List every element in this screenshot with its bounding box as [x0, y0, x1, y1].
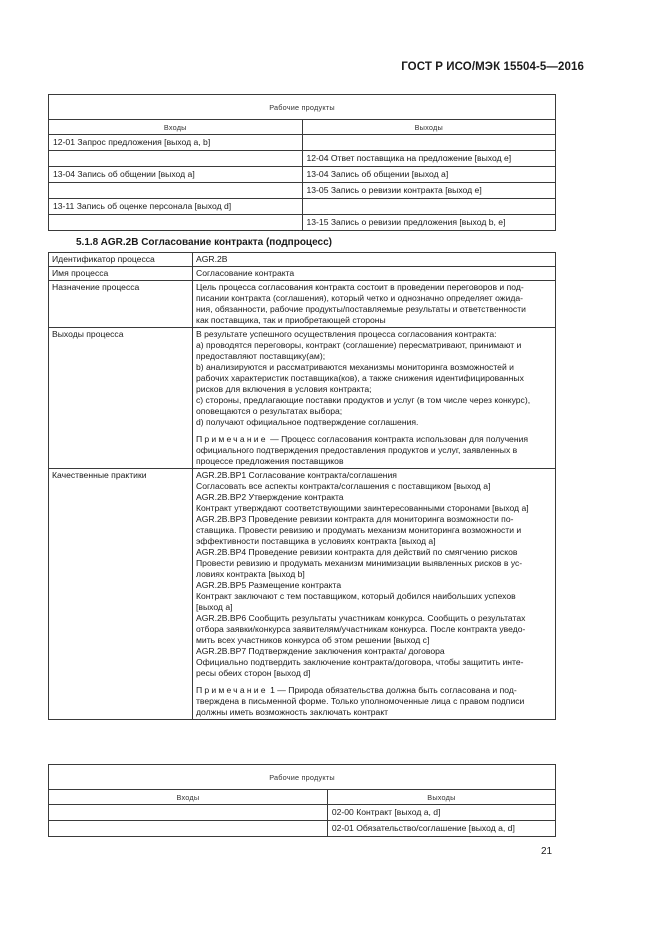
output-cell: 12-04 Ответ поставщика на предложение [выход e] — [302, 151, 556, 167]
text-line: должны иметь возможность заключать контракт — [196, 707, 389, 717]
text-line: AGR.2B.BP5 Размещение контракта — [196, 580, 342, 590]
text-line: 1 — Природа обязательства должна быть согласована и под- — [267, 685, 517, 695]
table-row — [49, 328, 556, 469]
output-cell: 13-15 Запись о ревизии предложения [выход b, e] — [302, 215, 556, 231]
text-line: AGR.2B.BP3 Проведение ревизии контракта для мониторинга возможности по- — [196, 514, 514, 524]
table-row — [49, 253, 556, 267]
table-row — [49, 183, 556, 199]
outputs-column-header: Выходы — [302, 120, 556, 135]
text-line: AGR.2B.BP2 Утверждение контракта — [196, 492, 344, 502]
outputs-column-header: Выходы — [327, 790, 555, 805]
text-line: ставщика. Провести ревизию и продумать механизм мониторинга возможности и — [196, 525, 522, 535]
text-line: [выход a] — [196, 602, 233, 612]
input-cell — [49, 151, 303, 167]
text-line: Цель процесса согласования контракта состоит в проведении переговоров и под- — [196, 282, 524, 292]
output-cell — [302, 199, 556, 215]
text-line: Провести ревизию и продумать механизм минимизации выявленных рисков в ус- — [196, 558, 523, 568]
process-purpose-label: Назначение процесса — [49, 281, 193, 328]
table-row — [49, 469, 556, 720]
text-line: a) проводятся переговоры, контракт (соглашение) пересматривают, принимают и — [196, 340, 522, 350]
work-products-table-top — [48, 94, 556, 231]
inputs-column-header: Входы — [49, 790, 328, 805]
text-line: мить всех участников конкурса об этом решении [выход c] — [196, 635, 430, 645]
text-line: В результате успешного осуществления процесса согласования контракта: — [196, 329, 497, 339]
document-header: ГОСТ Р ИСО/МЭК 15504-5—2016 — [401, 61, 584, 73]
text-line: AGR.2B.BP4 Проведение ревизии контракта для действий по смягчению рисков — [196, 547, 518, 557]
process-outcomes-label: Выходы процесса — [49, 328, 193, 469]
table-row — [49, 199, 556, 215]
input-cell — [49, 821, 328, 837]
text-line: ния, обязанности, рабочие продукты/поставляемые результаты и ответственности — [196, 304, 526, 314]
text-line: Официально подтвердить заключение контракта/договора, чтобы защитить инте- — [196, 657, 524, 667]
text-line: b) анализируются и рассматриваются механизмы мониторинга возможностей и — [196, 362, 514, 372]
table-row — [49, 151, 556, 167]
process-id-value: AGR.2B — [193, 253, 556, 267]
process-practices-label: Качественные практики — [49, 469, 193, 720]
output-cell: 13-04 Запись об общении [выход a] — [302, 167, 556, 183]
text-line: ловиях контракта [выход b] — [196, 569, 305, 579]
work-products-table-bottom — [48, 764, 556, 837]
text-line: ресы обеих сторон [выход d] — [196, 668, 311, 678]
text-line: рабочих характеристик поставщика(ков), а также снижения идентифицированных — [196, 373, 524, 383]
text-line: рисков для включения в условия контракта; — [196, 384, 372, 394]
process-outcomes-value — [193, 328, 556, 469]
text-line: AGR.2B.BP1 Согласование контракта/соглашения — [196, 470, 397, 480]
output-cell — [302, 135, 556, 151]
process-name-value: Согласование контракта — [193, 267, 556, 281]
text-line: предоставляют поставщику(ам); — [196, 351, 326, 361]
input-cell: 13-04 Запись об общении [выход a] — [49, 167, 303, 183]
table-row — [49, 167, 556, 183]
table-row — [49, 215, 556, 231]
table-row — [49, 805, 556, 821]
output-cell: 02-00 Контракт [выход a, d] — [327, 805, 555, 821]
table-row — [49, 267, 556, 281]
inputs-column-header: Входы — [49, 120, 303, 135]
text-line: d) получают официальное подтверждение соглашения. — [196, 417, 419, 427]
work-products-title: Рабочие продукты — [49, 765, 556, 790]
note-keyword: Примечание — [196, 685, 268, 695]
outcomes-note — [196, 434, 552, 467]
output-cell: 13-05 Запись о ревизии контракта [выход e] — [302, 183, 556, 199]
table-row — [49, 135, 556, 151]
text-line: эффективности поставщика в условиях контракта [выход a] — [196, 536, 436, 546]
text-line: отбора заявки/конкурса заявителям/участникам конкурса. После контракта уведо- — [196, 624, 526, 634]
text-line: оповещаются о результатах выбора; — [196, 406, 343, 416]
text-line: официального подтверждения предоставления продуктов и услуг, заявленных в — [196, 445, 518, 455]
process-purpose-value — [193, 281, 556, 328]
page-number: 21 — [541, 846, 553, 857]
input-cell: 12-01 Запрос предложения [выход a, b] — [49, 135, 303, 151]
process-description-table — [48, 252, 556, 720]
note-keyword: Примечание — [196, 434, 268, 444]
text-line: писании контракта (соглашения), который четко и однозначно определяет ожида- — [196, 293, 524, 303]
text-line: — Процесс согласования контракта использован для получения — [267, 434, 529, 444]
input-cell — [49, 805, 328, 821]
practices-note — [196, 685, 552, 718]
output-cell: 02-01 Обязательство/соглашение [выход a, d] — [327, 821, 555, 837]
section-title: 5.1.8 AGR.2B Согласование контракта (подпроцесс) — [76, 237, 332, 248]
input-cell — [49, 183, 303, 199]
work-products-title: Рабочие продукты — [49, 95, 556, 120]
text-line: как поставщика, так и приобретающей стороны — [196, 315, 386, 325]
process-id-label: Идентификатор процесса — [49, 253, 193, 267]
process-name-label: Имя процесса — [49, 267, 193, 281]
input-cell — [49, 215, 303, 231]
text-line: AGR.2B.BP6 Сообщить результаты участникам конкурса. Сообщить о результатах — [196, 613, 526, 623]
table-row — [49, 821, 556, 837]
process-practices-value — [193, 469, 556, 720]
text-line: Контракт утверждают соответствующими заинтересованными сторонами [выход a] — [196, 503, 529, 513]
input-cell: 13-11 Запись об оценке персонала [выход d] — [49, 199, 303, 215]
text-line: Контракт заключают с тем поставщиком, который добился наибольших успехов — [196, 591, 516, 601]
text-line: процессе предложения поставщиков — [196, 456, 344, 466]
text-line: Согласовать все аспекты контракта/соглашения с поставщиком [выход a] — [196, 481, 491, 491]
text-line: AGR.2B.BP7 Подтверждение заключения контракта/ договора — [196, 646, 445, 656]
text-line: c) стороны, предлагающие поставки продуктов и услуг (в том числе через конкурс), — [196, 395, 531, 405]
text-line: тверждена в письменной форме. Только уполномоченные лица с правом подписи — [196, 696, 525, 706]
table-row — [49, 281, 556, 328]
